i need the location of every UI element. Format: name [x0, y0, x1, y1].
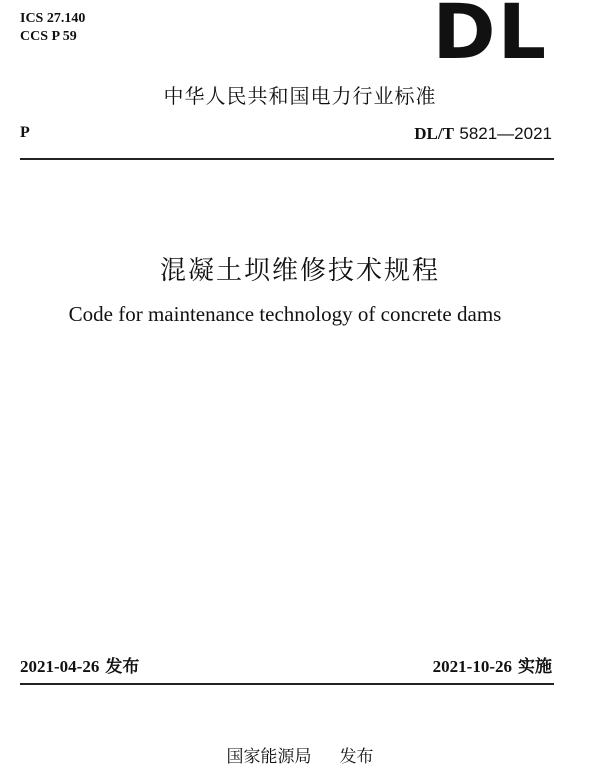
title-english: Code for maintenance technology of concrete dams	[68, 302, 502, 326]
top-divider	[20, 158, 554, 160]
implement-date-value: 2021-10-26	[432, 657, 512, 676]
standard-number-value: 5821—2021	[459, 124, 552, 143]
publisher-name: 国家能源局	[226, 747, 312, 767]
issue-date-value: 2021-04-26	[20, 657, 100, 676]
dl-logo: DL	[432, 0, 548, 76]
classification-codes	[20, 10, 85, 46]
standard-type: 中华人民共和国电力行业标准	[163, 84, 437, 108]
category-letter: P	[20, 124, 30, 141]
standard-number-prefix: DL/T	[414, 124, 454, 143]
issue-date-label: 发布	[105, 657, 140, 677]
implement-date	[433, 652, 552, 677]
ccs-code: CCS P 59	[20, 29, 77, 44]
publisher	[0, 742, 600, 767]
implement-date-label: 实施	[518, 657, 552, 677]
title-chinese: 混凝土坝维修技术规程	[159, 256, 440, 286]
ics-code: ICS 27.140	[20, 11, 86, 26]
standard-number	[414, 124, 552, 144]
bottom-divider	[20, 683, 554, 685]
publisher-action: 发布	[339, 747, 374, 767]
issue-date	[20, 652, 139, 677]
